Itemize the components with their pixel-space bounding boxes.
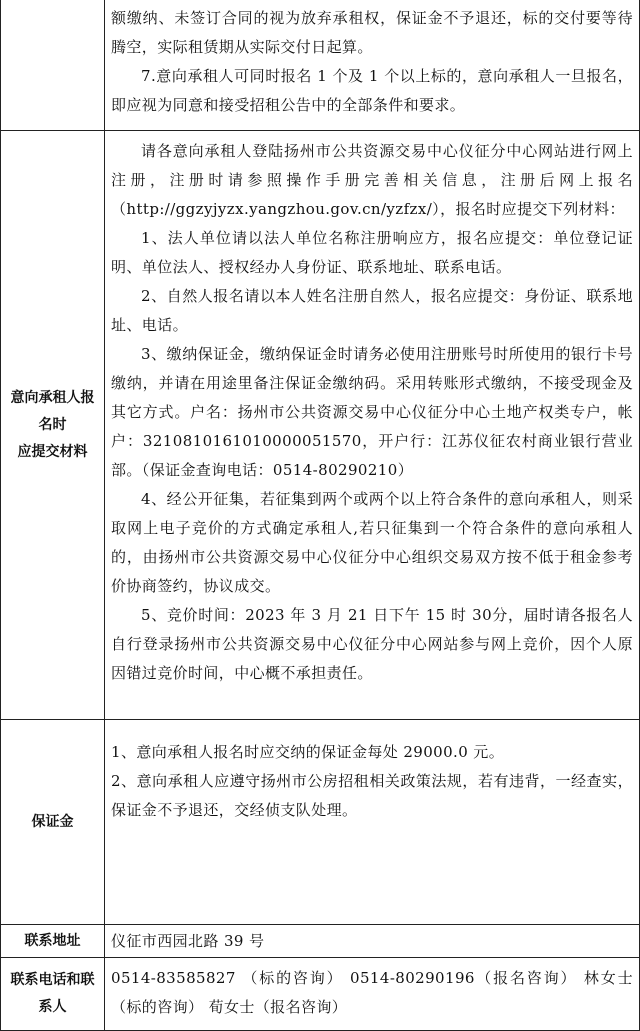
materials-label: [1, 131, 105, 719]
deposit-paragraph: 1、意向承租人报名时应交纳的保证金每处 29000.0 元。: [111, 743, 505, 761]
row-terms-continued: [1, 0, 639, 131]
row-deposit: [1, 720, 639, 925]
deposit-label: 保证金: [1, 720, 105, 924]
materials-paragraph: 3、缴纳保证金，缴纳保证金时请务必使用注册账号时所使用的银行卡号缴纳，并请在用途里备注保证金缴纳码。采用转账形式缴纳，不接受现金及其它方式。户名：扬州市公共资源交易中心仪征分中心土地产权类专户，帐户：32108101610100000515​70，开户行：江苏仪征农村商业银行营业部。（保证金查询电话：0514-80290210）: [111, 345, 633, 479]
row-address: [1, 925, 639, 958]
terms-paragraph: 额缴纳、未签订合同的视为放弃承租权，保证金不予退还，标的交付要等待腾空，实际租赁期从实际交付日起算。: [111, 9, 633, 56]
contact-label-line: 联系电话和联: [10, 972, 95, 988]
materials-paragraph: 4、经公开征集，若征集到两个或两个以上符合条件的意向承租人，则采取网上电子竞价的方式确定承租人,若只征集到一个符合条件的意向承租人的，由扬州市公共资源交易中心仪征分中心组织交易双方按不低于租金参考价协商签约，协议成交。: [111, 490, 633, 595]
address-label: 联系地址: [1, 925, 105, 957]
materials-label-line: 意向承租人报: [10, 389, 95, 406]
materials-paragraph: 请各意向承租人登陆扬州市公共资源交易中心仪征分中心网站进行网上注册，注册时请参照操作手册完善相关信息，注册后网上报名（http://ggzyjyzx.yangzhou.gov.cn/yzfzx/），报名时应提交下列材料：: [111, 142, 633, 218]
terms-content: [105, 0, 639, 130]
deposit-paragraph: 2、意向承租人应遵守扬州市公房招租相关政策法规，若有违背，一经查实，保证金不予退还，交经侦支队处理。: [111, 772, 633, 819]
materials-paragraph: 5、竞价时间：2023 年 3 月 21 日下午 15 时 30分，届时请各报名人自行登录扬州市公共资源交易中心仪征分中心网站参与网上竞价，因个人原因错过竞价时间，中心概不承担责任。: [111, 606, 633, 682]
terms-paragraph: 7.意向承租人可同时报名 1 个及 1 个以上标的，意向承租人一旦报名，即应视为同意和接受招租公告中的全部条件和要求。: [111, 67, 633, 114]
row-required-materials: [1, 131, 639, 720]
row-contact: [1, 958, 639, 1031]
deposit-content: [105, 720, 639, 924]
contact-label-line: 系人: [38, 999, 67, 1015]
row-label-empty: [1, 0, 105, 130]
materials-label-line: 名时: [38, 416, 67, 433]
address-value: 仪征市西园北路 39 号: [111, 932, 265, 950]
materials-paragraph: 2、自然人报名请以本人姓名注册自然人，报名应提交：身份证、联系地址、电话。: [111, 287, 633, 334]
contact-text: 0514-83585827 （标的咨询） 0514-80290196（报名咨询） 林女士（标的咨询） 荀女士（报名咨询）: [111, 969, 633, 1016]
materials-label-line: 应提交材料: [17, 443, 88, 460]
materials-content: [105, 131, 639, 719]
contact-label: [1, 958, 105, 1030]
materials-paragraph: 1、法人单位请以法人单位名称注册响应方，报名应提交：单位登记证明、单位法人、授权经办人身份证、联系地址、联系电话。: [111, 229, 633, 276]
contact-value: [105, 958, 639, 1030]
